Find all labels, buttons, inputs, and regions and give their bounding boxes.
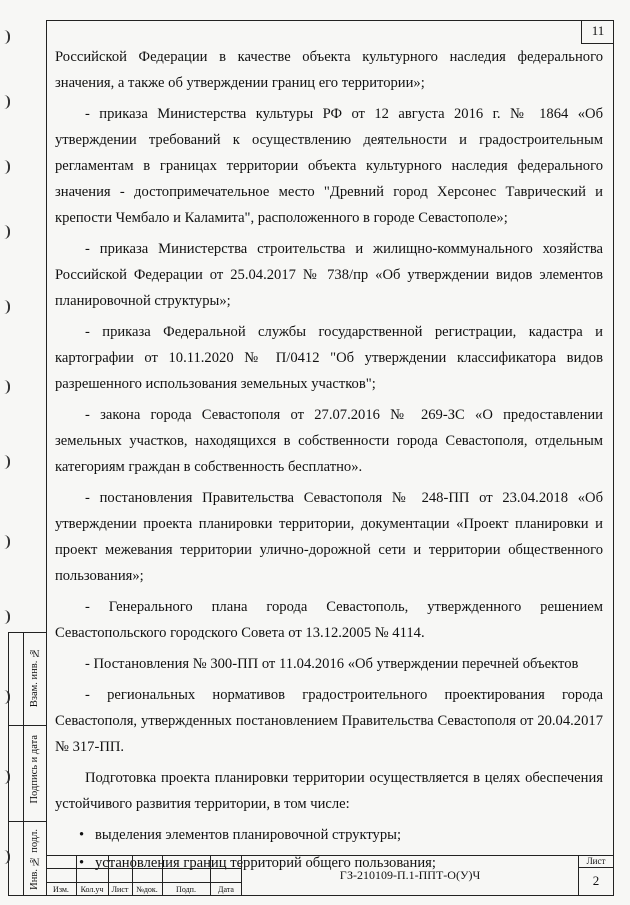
paragraph: - Постановления № 300-ПП от 11.04.2016 «Об утверждении перечней объектов	[85, 656, 579, 672]
document-body	[55, 44, 603, 877]
bullet-icon: •	[79, 827, 85, 843]
sheet-cell	[578, 855, 614, 896]
column-label: Кол.уч	[80, 885, 104, 894]
side-label-podpis: Подпись и дата	[29, 735, 40, 804]
page-number: 11	[581, 20, 614, 44]
bullet-icon: •	[79, 855, 85, 871]
column-label: Лист	[111, 885, 129, 894]
paragraph: - приказа Министерства строительства и жилищно-коммунального хозяйства Российской Федерации от 25.04.2017 № 738/пр «Об утверждении видов элементов планировочной структуры»;	[55, 241, 603, 309]
side-column-divider	[23, 633, 24, 895]
sheet-label: Лист	[579, 855, 613, 868]
list-item-text: установления границ территорий общего пользования;	[95, 855, 436, 871]
sheet-number: 2	[592, 873, 600, 888]
title-block	[46, 855, 614, 896]
side-row-divider	[9, 821, 46, 822]
document-code: ГЗ-210109-П.1-ППТ-О(У)Ч	[339, 868, 481, 882]
paragraph: Подготовка проекта планировки территории осуществляется в целях обеспечения устойчивого развития территории, в том числе:	[55, 770, 603, 812]
paragraph: - закона города Севастополя от 27.07.2016 № 269-ЗС «О предоставлении земельных участков, находящихся в собственности города Севастополя, отдельным категориям граждан в собственность бесплатно».	[55, 407, 603, 475]
paragraph: - постановления Правительства Севастополя № 248-ПП от 23.04.2018 «Об утверждении проекта планировки территории, документации «Проект планировки и проект межевания территории улично-дорожной сети и территории общественного пользования»;	[55, 490, 603, 584]
column-label: Подп.	[176, 885, 196, 894]
revision-grid	[46, 855, 242, 896]
side-label-inv: Инв. № подл.	[29, 829, 40, 890]
column-label: Изм.	[53, 885, 69, 894]
side-row-divider	[9, 725, 46, 726]
paragraph: - региональных нормативов градостроительного проектирования города Севастополя, утвержденных постановлением Правительства Севастополя от 20.04.2017 № 317-ПП.	[55, 687, 603, 755]
column-label: Дата	[218, 885, 234, 894]
list-item-text: выделения элементов планировочной структуры;	[95, 827, 402, 843]
list-item	[55, 821, 603, 849]
column-label: №док.	[136, 885, 158, 894]
side-label-vzam: Взам. инв. №	[29, 647, 40, 708]
paragraph: - приказа Министерства культуры РФ от 12 августа 2016 г. № 1864 «Об утверждении требований к осуществлению деятельности и градостроительным регламентам в границах территории объекта культурного наследия федерального значения - достопримечательное место "Древний город Херсонес Таврический и крепости Чембало и Каламита", расположенного в городе Севастополе»;	[55, 106, 603, 226]
paragraph: - приказа Федеральной службы государственной регистрации, кадастра и картографии от 10.11.2020 № П/0412 "Об утверждении классификатора видов разрешенного использования земельных участков";	[55, 324, 603, 392]
side-stamp	[8, 632, 46, 896]
paragraph: Российской Федерации в качестве объекта культурного наследия федерального значения, а также об утверждении границ его территории»;	[55, 49, 603, 91]
paragraph: - Генерального плана города Севастополь, утвержденного решением Севастопольского городского Совета от 13.12.2005 № 4114.	[55, 599, 603, 641]
